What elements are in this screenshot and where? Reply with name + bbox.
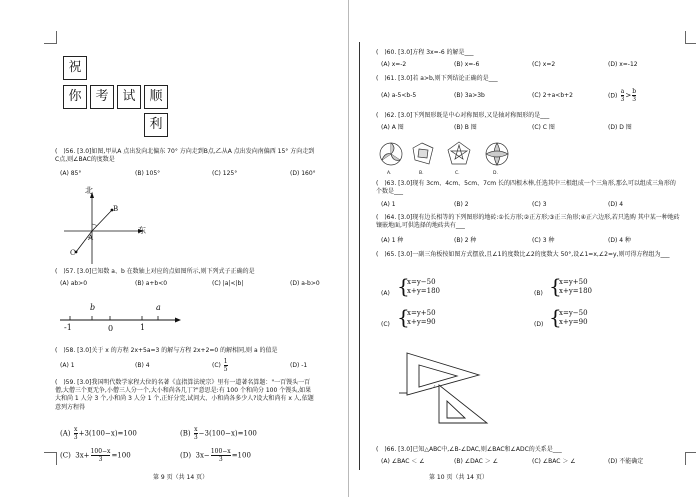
q62-option-d: (D) D 图 (608, 124, 632, 131)
number-line (58, 300, 183, 338)
question-59-stem: ( )59. [3.0]我国明代数学家程大位的名著《直指算法统宗》里有一道著名算题："一百馒头一百僧,大僧三个更无争,小僧三人分一个,大小和尚各几丁?"意思是:有 100 个和尚分 100 个馒头,如果大和尚 1 人分 3 个,小和尚 3 人分 1 个,正好分完,试问大、小和尚各多少人?设大和尚有 x 人,依题意列方程得 (55, 379, 314, 411)
q57-option-d: (D) a-b>0 (290, 280, 320, 287)
q56-option-d: (D) 160° (290, 170, 316, 177)
brace-icon: { (397, 305, 410, 329)
q58-option-a: (A) 1 (60, 362, 75, 369)
q58-option-d: (D) -1 (290, 362, 308, 369)
question-66-stem: ( )66. [3.0]已知△ABC中,∠B-∠DAC,则∠BAC和∠ADC的关系是___ (376, 446, 562, 453)
q65-option-c-label: (C) (381, 321, 390, 328)
crop-mark (685, 31, 696, 44)
q65-option-b-label: (B) (534, 290, 543, 297)
figure-c (448, 142, 470, 164)
right-page (349, 0, 696, 497)
q65-option-d-label: (D) (534, 321, 544, 328)
fig-label-d: D. (493, 171, 498, 176)
point-c-label: C (70, 249, 76, 257)
brace-icon: { (397, 274, 410, 298)
question-63-stem: ( )63. [3.0]现有 3cm、4cm、5cm、7cm 长的四根木棒,任选其中三根组成一个三角形,那么可以组成三角形的个数是___ (376, 180, 676, 196)
fig-label-b: B. (419, 171, 424, 176)
q65-option-a-label: (A) (381, 290, 390, 297)
q60-option-b: (B) x=-6 (454, 61, 480, 68)
axis-tick-0: 0 (108, 324, 114, 333)
q64-option-a: (A) 1 种 (381, 237, 404, 244)
q61-option-d: (D) $\frac{a}{3}$ > $\frac{b}{3}$ (608, 88, 637, 103)
figure-b (413, 143, 433, 164)
brace-icon: { (549, 274, 562, 298)
q61-option-b: (B) 3a>3b (454, 92, 485, 99)
north-label: 北 (85, 186, 93, 195)
q57-option-c: (C) |a|<|b| (212, 280, 244, 287)
question-60-stem: ( )60. [3.0]方程 3x=-6 的解是___ (376, 49, 474, 56)
question-56-stem: ( )56. [3.0]如图,甲从A 点出发向北偏东 70° 方向走到B点,乙从A 点出发向南偏西 15° 方向走到 C点,则∠BAC的度数是 (55, 148, 315, 164)
q65-option-d: x=y−50 x+y=90 (559, 309, 588, 326)
q64-option-b: (B) 2 种 (454, 237, 477, 244)
q62-option-a: (A) A 图 (381, 124, 404, 131)
grid-cell: 利 (144, 113, 168, 137)
q56-option-c: (C) 125° (212, 170, 238, 177)
q64-option-d: (D) 4 种 (608, 237, 631, 244)
q59-option-d: (D) 3x− $\frac{100-x}{3}$ =100 (180, 448, 251, 463)
q63-option-c: (C) 3 (532, 201, 547, 208)
q65-option-c: x=y+50 x+y=90 (407, 309, 436, 326)
figure-a (380, 143, 402, 165)
q66-option-c: (C) ∠BAC ＞ ∠ (532, 458, 576, 465)
grid-cell: 试 (117, 85, 141, 109)
axis-label-b: b (90, 303, 96, 312)
question-64-stem: ( )64. [3.0]现有边长相等的下列图形的地砖:①长方形;②正方形;③正三角形;④正六边形,若只选购 其中某一种地砖镶嵌地面,可供选择的地砖共有___ (376, 214, 680, 230)
question-61-stem: ( )61. [3.0]若 a>b,则下列结论正确的是___ (376, 75, 498, 82)
q58-option-b: (B) 4 (135, 362, 150, 369)
q62-option-b: (B) B 图 (454, 124, 477, 131)
crop-mark (685, 452, 696, 465)
figure-d (486, 143, 508, 165)
q63-option-d: (D) 4 (608, 201, 624, 208)
symmetry-figures (377, 140, 527, 174)
point-a-label: A (88, 234, 94, 242)
fig-label-a: A. (387, 171, 392, 176)
grid-cell: 你 (63, 85, 87, 109)
q63-option-a: (A) 1 (381, 201, 396, 208)
q61-option-a: (A) a-5<b-5 (381, 92, 417, 99)
q59-option-a: (A) $\frac{x}{3}$ +3(100−x)=100 (60, 426, 137, 441)
q56-option-a: (A) 85° (60, 170, 82, 177)
page-divider (359, 42, 360, 470)
q64-option-c: (C) 3 种 (532, 237, 555, 244)
page-footer: 第 9 页（共 14 页） (153, 474, 209, 481)
q60-option-a: (A) x=-2 (381, 61, 407, 68)
q56-option-b: (B) 105° (135, 170, 161, 177)
fig-label-c: C. (455, 171, 460, 176)
axis-tick-1: 1 (140, 323, 146, 332)
page-footer: 第 10 页（共 14 页） (429, 474, 488, 481)
q66-option-d: (D) 不能确定 (608, 458, 644, 465)
q60-option-d: (D) x=-12 (608, 61, 638, 68)
q57-option-b: (B) a+b<0 (135, 280, 168, 287)
brace-icon: { (549, 305, 562, 329)
crop-mark (44, 452, 57, 465)
question-58-stem: ( )58. [3.0]关于 x 的方程 2x+5a=3 的解与方程 2x+2=0 的解相同,则 a 的值是 (55, 347, 278, 354)
grid-cell: 祝 (63, 56, 87, 80)
q59-option-c: (C) 3x+ $\frac{100-x}{3}$ =100 (60, 448, 131, 463)
triangle-rulers-figure (399, 345, 494, 427)
q62-option-c: (C) C 图 (532, 124, 555, 131)
q58-option-c: (C) $\frac{1}{5}$ (212, 358, 228, 373)
question-65-stem: ( )65. [3.0]一副三角板按如图方式摆放,且∠1的度数比∠2的度数大 50°,设∠1=x,∠2=y,则可得方程组为___ (376, 251, 670, 258)
crop-mark (44, 31, 57, 44)
point-b-label: B (113, 205, 119, 213)
q61-option-c: (C) 2+a<b+2 (532, 92, 573, 99)
axis-tick-minus1: -1 (64, 323, 72, 332)
q65-option-a: x=y−50 x+y=180 (407, 278, 440, 295)
q65-option-b: x=y+50 x+y=180 (559, 278, 592, 295)
q66-option-b: (B) ∠DAC ＞ ∠ (454, 458, 498, 465)
axis-label-a: a (156, 303, 161, 312)
east-label: 东 (138, 226, 146, 235)
q57-option-a: (A) ab>0 (60, 280, 88, 287)
question-57-stem: ( )57. [3.0]已知数 a、b 在数轴上对应的点如图所示,则下列式子正确的是 (55, 268, 255, 275)
q66-option-a: (A) ∠BAC ＜ ∠ (381, 458, 425, 465)
question-62-stem: ( )62. [3.0]下列图形既是中心对称图形,又是轴对称图形的是___ (376, 112, 550, 119)
grid-cell: 考 (90, 85, 114, 109)
q63-option-b: (B) 2 (454, 201, 469, 208)
grid-cell: 顺 (144, 85, 168, 109)
q60-option-c: (C) x=2 (532, 61, 556, 68)
q59-option-b: (B) $\frac{x}{3}$ −3(100−x)=100 (180, 426, 257, 441)
